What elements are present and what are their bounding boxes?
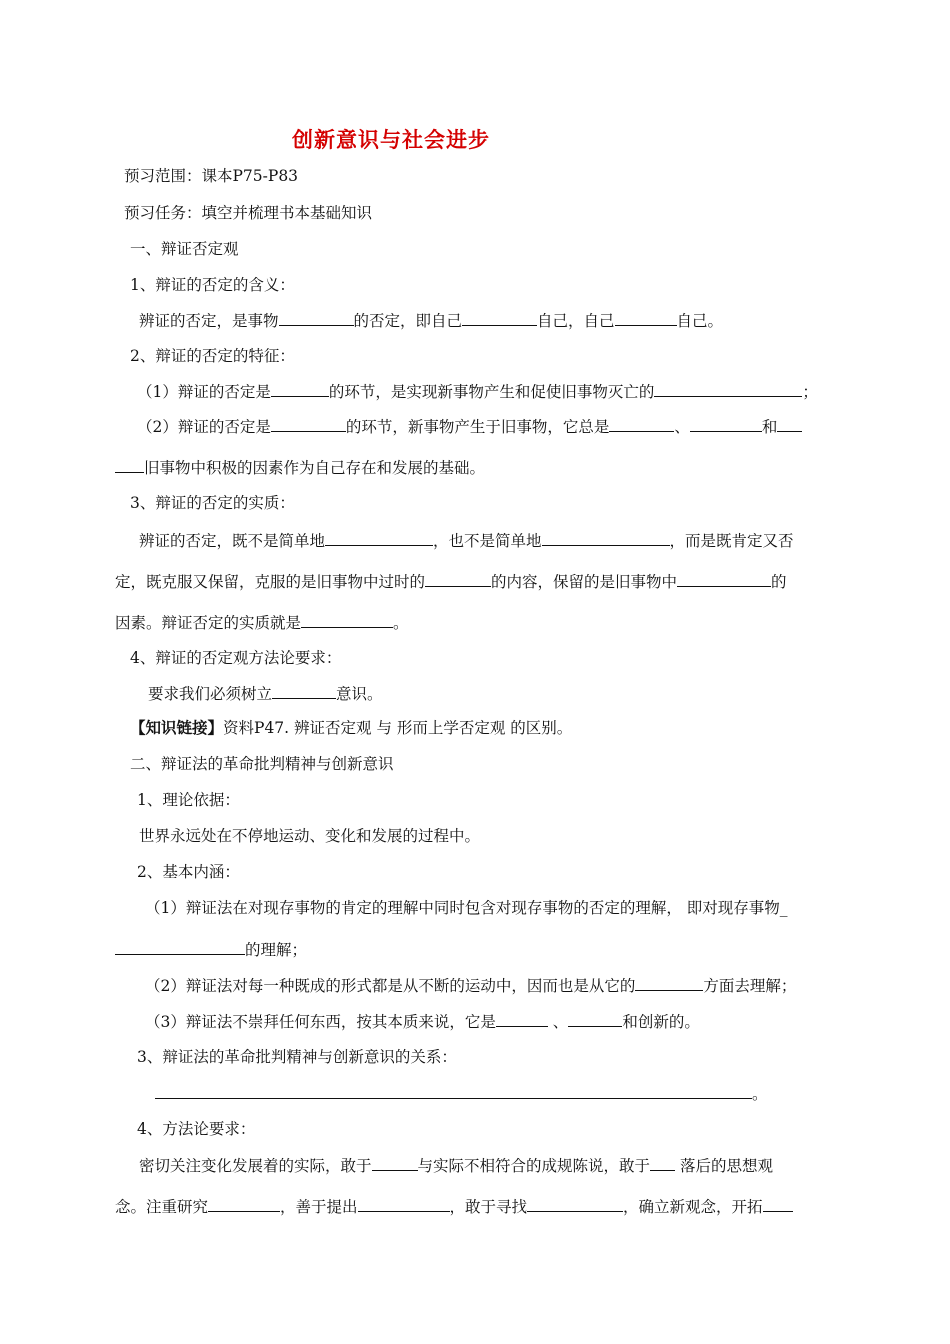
knowledge-link [130,718,572,738]
point-4-heading: 4、方法论要求： [137,1120,256,1138]
question-3-line-3: 因素。辩证否定的实质就是 。 [115,614,409,632]
point-1-heading: 1、理论依据： [137,791,240,809]
fill-blank[interactable] [155,1083,752,1099]
question-2-item-1: （1）辩证的否定是 的环节，是实现新事物产生和促使旧事物灭亡的 ； [137,383,818,401]
point-4-line-2: 念。注重研究 ，善于提出 ，敢于寻找 ，确立新观念，开拓 [115,1196,793,1217]
point-1-text: 世界永远处在不停地运动、变化和发展的过程中。 [139,827,481,845]
preview-scope: 预习范围：课本P75-P83 [124,167,299,185]
fill-blank[interactable] [462,310,537,326]
fill-blank[interactable] [635,975,703,991]
fill-blank[interactable] [208,1196,280,1212]
fill-blank[interactable] [677,571,771,587]
fill-blank[interactable] [777,416,802,432]
fill-blank[interactable] [425,571,491,587]
section-2-heading: 二、辩证法的革命批判精神与创新意识 [130,755,394,773]
fill-blank[interactable] [496,1011,548,1027]
question-3-line-1: 辨证的否定，既不是简单地 ，也不是简单地 ，而是既肯定又否 [139,532,794,550]
point-2-item-1: （1）辩证法在对现存事物的肯定的理解中同时包含对现存事物的否定的理解， 即对现存事物_ [145,899,788,917]
fill-blank[interactable] [115,939,245,955]
fill-blank[interactable] [279,310,354,326]
fill-blank[interactable] [358,1196,450,1212]
section-1-heading: 一、辩证否定观 [130,240,239,258]
preview-task: 预习任务：填空并梳理书本基础知识 [124,204,373,222]
point-2-item-3: （3）辩证法不崇拜任何东西，按其本质来说，它是 、 和创新的。 [145,1013,700,1031]
question-3-line-2: 定，既克服又保留，克服的是旧事物中过时的 的内容，保留的是旧事物中 的 [115,573,787,591]
question-4-text: 要求我们必须树立 意识。 [148,685,383,703]
fill-blank[interactable] [301,612,393,628]
question-2-item-2: （2）辩证的否定是 的环节，新事物产生于旧事物，它总是 、 和 [137,416,802,437]
point-2-item-2: （2）辩证法对每一种既成的形式都是从不断的运动中，因而也是从它的 方面去理解； [145,977,797,995]
fill-blank[interactable] [690,416,762,432]
point-2-item-1-cont: 的理解； [115,939,307,960]
fill-blank[interactable] [271,416,346,432]
fill-blank[interactable] [527,1196,623,1212]
fill-blank[interactable] [542,530,670,546]
question-2-item-2-cont: 旧事物中积极的因素作为自己存在和发展的基础。 [115,457,485,478]
fill-blank[interactable] [325,530,433,546]
knowledge-link-tag: 【知识链接】 [130,718,224,737]
point-3-answer: 。 [155,1083,768,1104]
point-4-line-1: 密切关注变化发展着的实际，敢于 与实际不相符合的成规陈说，敢于 落后的思想观 [139,1157,773,1175]
question-4-heading: 4、辩证的否定观方法论要求： [130,649,342,667]
fill-blank[interactable] [650,1155,675,1171]
question-1-heading: 1、辩证的否定的含义： [130,276,295,294]
knowledge-link-text: 资料P47. 辨证否定观 与 形而上学否定观 的区别。 [223,719,573,737]
question-3-heading: 3、辩证的否定的实质： [130,494,295,512]
fill-blank[interactable] [372,1155,418,1171]
point-2-heading: 2、基本内涵： [137,863,240,881]
point-3-heading: 3、辩证法的革命批判精神与创新意识的关系： [137,1048,457,1066]
fill-blank[interactable] [615,310,677,326]
fill-blank[interactable] [271,381,329,397]
fill-blank[interactable] [568,1011,622,1027]
fill-blank[interactable] [654,381,802,397]
question-2-heading: 2、辩证的否定的特征： [130,347,295,365]
fill-blank[interactable] [115,457,144,473]
fill-blank[interactable] [609,416,674,432]
fill-blank[interactable] [272,683,336,699]
page-title: 创新意识与社会进步 [292,128,490,152]
question-1-text: 辨证的否定，是事物 的否定，即自己 自己，自己 自己。 [139,312,724,330]
fill-blank[interactable] [763,1196,793,1212]
